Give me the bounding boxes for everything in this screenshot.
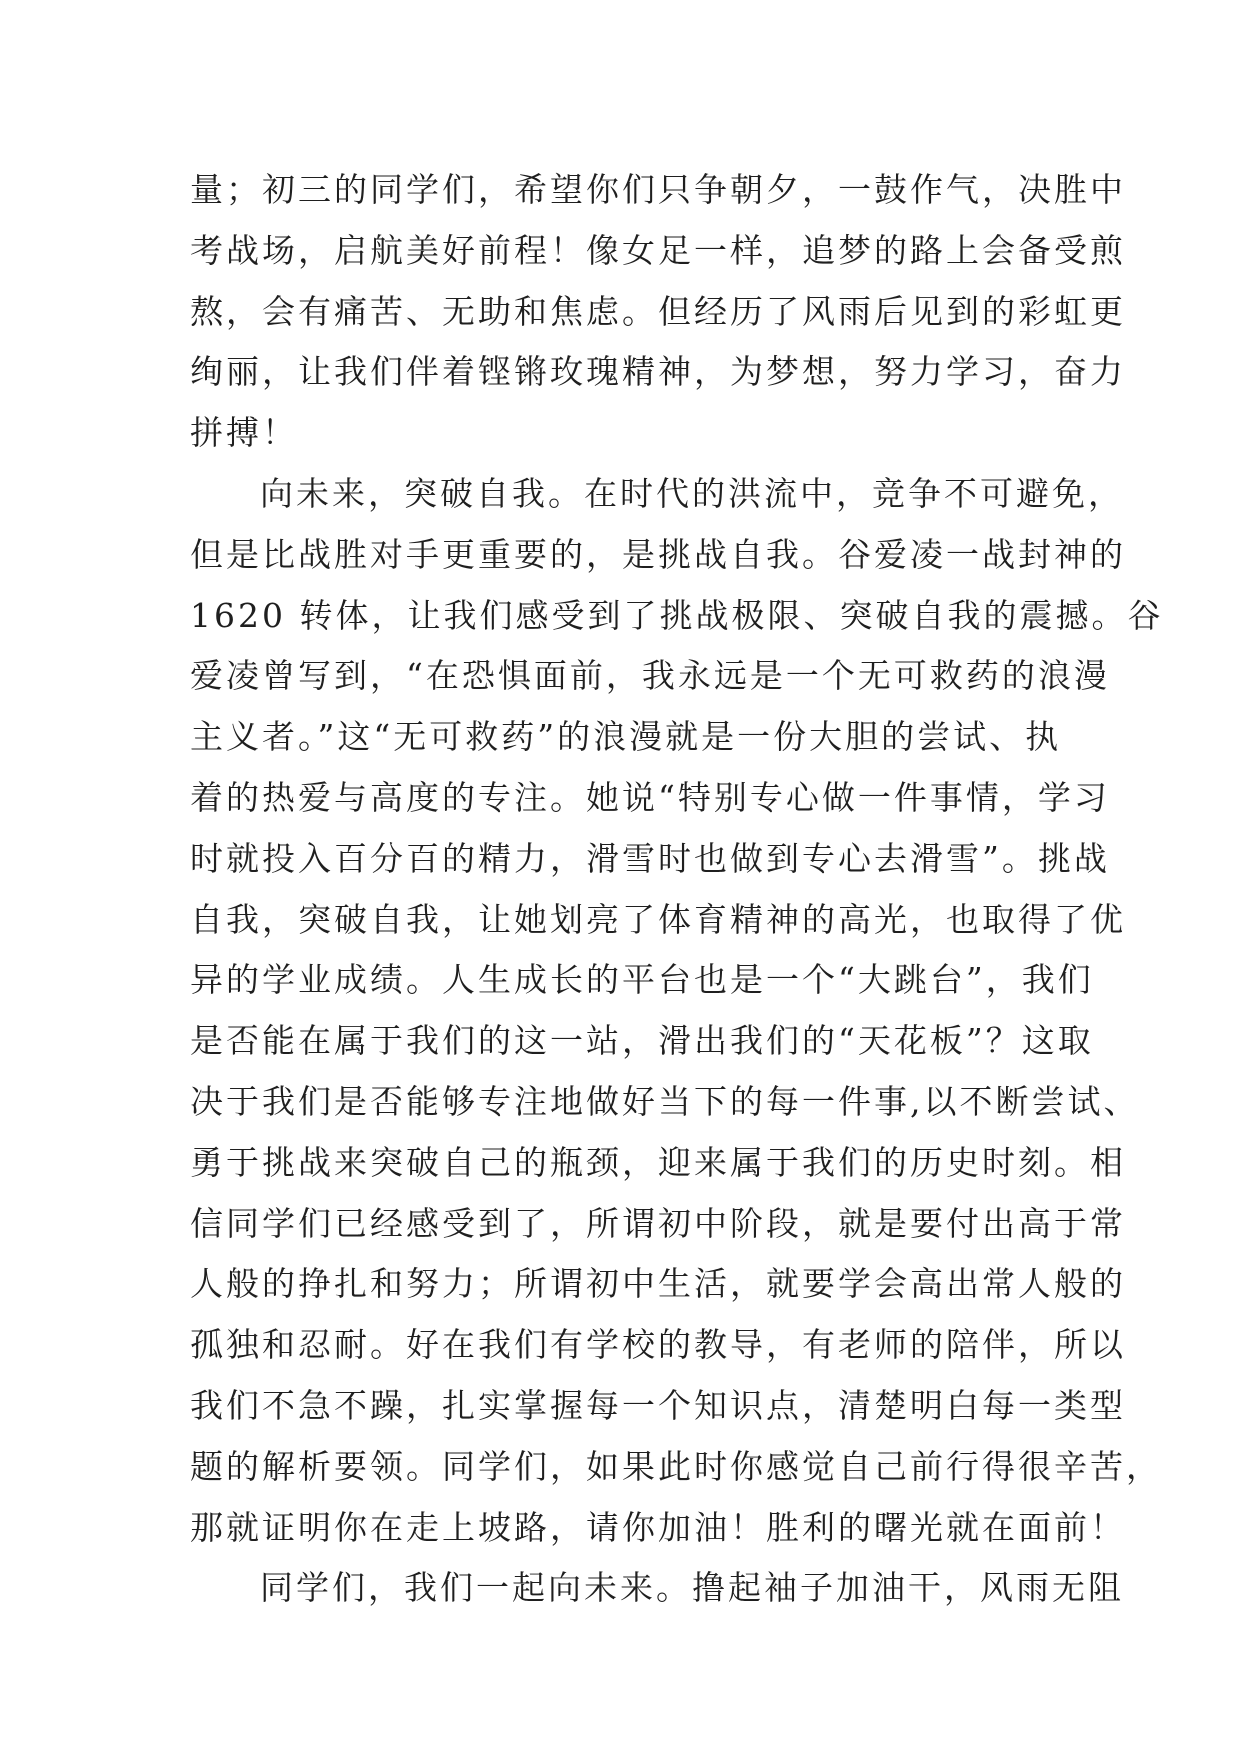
paragraph-start-line: 向未来，突破自我。在时代的洪流中，竞争不可避免， xyxy=(260,473,1124,513)
text-line: 我们不急不躁，扎实掌握每一个知识点，清楚明白每一类型 xyxy=(190,1385,1126,1425)
text-line: 决于我们是否能够专注地做好当下的每一件事,以不断尝试、 xyxy=(190,1081,1140,1121)
text-line: 异的学业成绩。人生成长的平台也是一个“大跳台”，我们 xyxy=(190,960,1094,1000)
text-line: 信同学们已经感受到了，所谓初中阶段，就是要付出高于常 xyxy=(190,1203,1126,1243)
text-line: 时就投入百分百的精力，滑雪时也做到专心去滑雪”。挑战 xyxy=(190,838,1110,878)
text-line: 主义者。”这“无可救药”的浪漫就是一份大胆的尝试、执 xyxy=(190,717,1062,757)
text-line: 自我，突破自我，让她划亮了体育精神的高光，也取得了优 xyxy=(190,899,1126,939)
text-line: 量；初三的同学们，希望你们只争朝夕，一鼓作气，决胜中 xyxy=(190,170,1126,209)
text-line: 是否能在属于我们的这一站，滑出我们的“天花板”？这取 xyxy=(190,1021,1094,1061)
paragraph-start-line: 同学们，我们一起向未来。撸起袖子加油干，风雨无阻 xyxy=(260,1568,1124,1608)
text-line: 那就证明你在走上坡路，请你加油！胜利的曙光就在面前！ xyxy=(190,1507,1126,1547)
text-line: 但是比战胜对手更重要的，是挑战自我。谷爱凌一战封神的 xyxy=(190,534,1126,574)
body-text xyxy=(190,160,1164,1619)
text-line: 1620 转体，让我们感受到了挑战极限、突破自我的震撼。谷 xyxy=(190,595,1164,635)
text-line: 拼搏！ xyxy=(190,413,298,453)
text-line: 孤独和忍耐。好在我们有学校的教导，有老师的陪伴，所以 xyxy=(190,1325,1126,1365)
text-line: 绚丽，让我们伴着铿锵玫瑰精神，为梦想，努力学习，奋力 xyxy=(190,352,1126,392)
text-line: 勇于挑战来突破自己的瓶颈，迎来属于我们的历史时刻。相 xyxy=(190,1142,1126,1182)
text-line: 爱凌曾写到，“在恐惧面前，我永远是一个无可救药的浪漫 xyxy=(190,656,1110,696)
text-line: 考战场，启航美好前程！像女足一样，追梦的路上会备受煎 xyxy=(190,230,1126,270)
text-line: 人般的挣扎和努力；所谓初中生活，就要学会高出常人般的 xyxy=(190,1264,1126,1304)
text-line: 熬，会有痛苦、无助和焦虑。但经历了风雨后见到的彩虹更 xyxy=(190,291,1126,331)
text-line: 题的解析要领。同学们，如果此时你感觉自己前行得很辛苦， xyxy=(190,1446,1162,1486)
text-line: 着的热爱与高度的专注。她说“特别专心做一件事情，学习 xyxy=(190,777,1110,817)
